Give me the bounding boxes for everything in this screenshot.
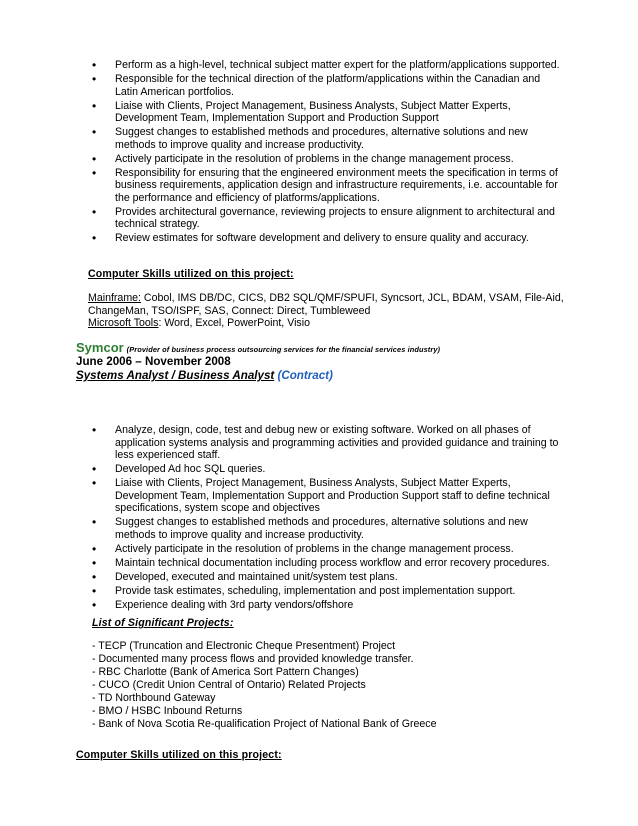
list-item: • Responsibility for ensuring that the engineered environment meets the specification in terms of business requirements, application design and infrastructure requirements, i.e. accountable for the performance and efficiency of platforms/applications. [92, 167, 562, 205]
list-item: - Documented many process flows and provided knowledge transfer. [92, 652, 414, 665]
list-item: • Developed Ad hoc SQL queries. [92, 463, 562, 476]
job-title: Systems Analyst / Business Analyst [76, 369, 275, 382]
list-item: - TD Northbound Gateway [92, 691, 216, 704]
mainframe-text: Cobol, IMS DB/DC, CICS, DB2 SQL/QMF/SPUFI, Syncsort, JCL, BDAM, VSAM, File-Aid, ChangeMan, TSO/ISPF, SAS, Connect: Direct, Tumbleweed [88, 292, 564, 317]
job-duties-list [92, 424, 562, 613]
list-item: - RBC Charlotte (Bank of America Sort Pattern Changes) [92, 665, 359, 678]
company-description: (Provider of business process outsourcing services for the financial services industry) [126, 345, 441, 354]
projects-heading: List of Significant Projects: [92, 617, 234, 629]
list-item: - CUCO (Credit Union Central of Ontario) Related Projects [92, 678, 366, 691]
list-item: • Actively participate in the resolution of problems in the change management process. [92, 543, 562, 556]
list-item: - BMO / HSBC Inbound Returns [92, 704, 243, 717]
contract-label: (Contract) [277, 369, 333, 382]
list-item: • Suggest changes to established methods and procedures, alternative solutions and new methods to improve quality and increase productivity. [92, 126, 562, 151]
list-item: • Developed, executed and maintained unit/system test plans. [92, 571, 562, 584]
list-item: • Liaise with Clients, Project Management, Business Analysts, Subject Matter Experts, Development Team, Implementation Support and Production Support [92, 100, 562, 125]
list-item: • Provides architectural governance, reviewing projects to ensure alignment to architectural and technical strategy. [92, 206, 562, 231]
list-item: - Bank of Nova Scotia Re-qualification Project of National Bank of Greece [92, 717, 437, 730]
skills-block [88, 292, 568, 330]
job-title-row [76, 370, 333, 383]
skills-heading: Computer Skills utilized on this project: [76, 749, 282, 761]
list-item: - TECP (Truncation and Electronic Cheque Presentment) Project [92, 640, 396, 652]
skills-heading: Computer Skills utilized on this project: [88, 268, 294, 280]
mainframe-skills [88, 292, 568, 317]
mainframe-label: Mainframe: [88, 292, 141, 304]
responsibilities-list [92, 59, 562, 246]
list-item: • Actively participate in the resolution of problems in the change management process. [92, 153, 562, 166]
microsoft-text: : Word, Excel, PowerPoint, Visio [158, 317, 310, 330]
list-item: • Experience dealing with 3rd party vendors/offshore [92, 599, 562, 612]
list-item: • Analyze, design, code, test and debug new or existing software. Worked on all phases of application systems analysis and programming activities and provided guidance and training to less experienced staff. [92, 424, 562, 462]
list-item: • Perform as a high-level, technical subject matter expert for the platform/applications supported. [92, 59, 562, 72]
company-name: Symcor [76, 340, 124, 355]
list-item: • Maintain technical documentation including process workflow and error recovery procedures. [92, 557, 562, 570]
list-item: • Provide task estimates, scheduling, implementation and post implementation support. [92, 585, 562, 598]
list-item: • Responsible for the technical direction of the platform/applications within the Canadian and Latin American portfolios. [92, 73, 562, 98]
list-item: • Suggest changes to established methods and procedures, alternative solutions and new methods to improve quality and increase productivity. [92, 516, 562, 541]
microsoft-label: Microsoft Tools [88, 317, 159, 330]
projects-list [92, 640, 436, 731]
list-item: • Review estimates for software development and delivery to ensure quality and accuracy. [92, 232, 562, 245]
employment-dates: June 2006 – November 2008 [76, 355, 231, 368]
microsoft-skills [88, 317, 568, 330]
list-item: • Liaise with Clients, Project Management, Business Analysts, Subject Matter Experts, Development Team, Implementation Support and Production Support staff to define technical specifications, system scope and objectives [92, 477, 562, 515]
